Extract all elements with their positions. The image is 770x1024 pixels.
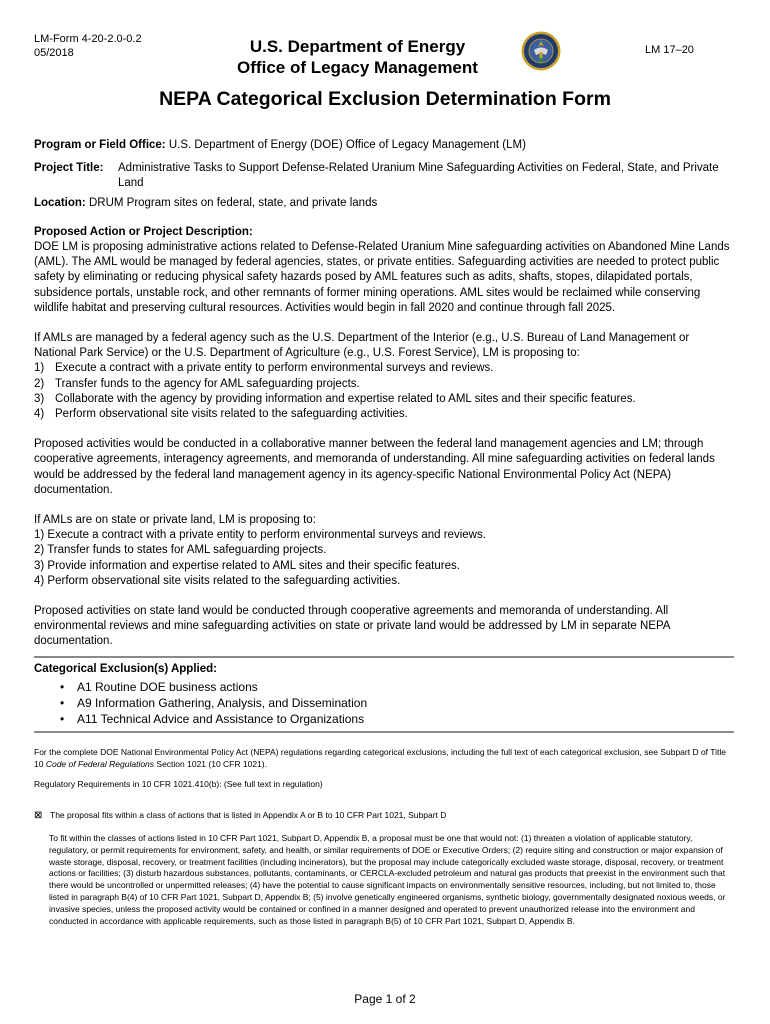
form-identifier [34, 32, 142, 60]
federal-actions-list [34, 361, 734, 422]
list-item: 1) Execute a contract with a private entity to perform environmental surveys and reviews. [34, 362, 494, 375]
checked-box-icon[interactable]: ⊠ [34, 810, 43, 822]
location-value: DRUM Program sites on federal, state, and private lands [88, 196, 378, 209]
description-heading: Proposed Action or Project Description: [34, 225, 253, 238]
list-item: 1) Execute a contract with a private entity to perform environmental surveys and reviews. [34, 529, 486, 542]
agency-name: U.S. Department of Energy [249, 37, 466, 56]
list-item: 3) Provide information and expertise related to AML sites and their specific features. [34, 559, 460, 572]
list-item: 2) Transfer funds to the agency for AML safeguarding projects. [34, 377, 360, 390]
regulations-note: For the complete DOE National Environmental Policy Act (NEPA) regulations regarding categorical exclusions, including the full text of each categorical exclusion, see Subpart D of Title 10 Code of Federal Regulations Section 1021 (10 CFR 1021). [34, 746, 726, 769]
exclusions-list [60, 679, 734, 727]
exclusions-heading: Categorical Exclusion(s) Applied: [34, 662, 217, 675]
form-id-code: LM-Form 4-20-2.0-0.2 [34, 33, 142, 45]
list-item: • A11 Technical Advice and Assistance to Organizations [60, 711, 365, 726]
regulatory-requirements: Regulatory Requirements in 10 CFR 1021.410(b): (See full text in regulation) [34, 779, 323, 790]
list-item: 4) Perform observational site visits related to the safeguarding activities. [34, 408, 408, 421]
location-label: Location: [34, 196, 86, 209]
state-land-paragraph: Proposed activities on state land would be conducted through cooperative agreements and memoranda of understanding. All environmental reviews and mine safeguarding activities on state or private land would be addressed by LM in separate NEPA documentation. [34, 605, 670, 648]
office-name: Office of Legacy Management [237, 58, 478, 77]
list-item: • A9 Information Gathering, Analysis, and Dissemination [60, 695, 368, 710]
form-date: 05/2018 [34, 47, 74, 59]
list-item: 2) Transfer funds to states for AML safeguarding projects. [34, 544, 327, 557]
checkbox-label: The proposal fits within a class of actions that is listed in Appendix A or B to 10 CFR Part 1021, Subpart D [50, 810, 447, 821]
appendix-criteria-text: To fit within the classes of actions listed in 10 CFR Part 1021, Subpart D, Appendix B, a proposal must be one that would not: (1) threaten a violation of applicable statutory, regulatory, or permit requirements for environment, safety, and health, or similar requirements of DOE or Executive Orders; (2) require siting and construction or major expansion of waste storage, disposal, recovery, or treatment facilities (including incinerators), but the proposal may include categorically excluded waste storage, disposal, recovery, or treatment actions or facilities; (3) disturb hazardous substances, pollutants, contaminants, or CERCLA-excluded petroleum and natural gas products that preexist in the environment such that there would be uncontrolled or unpermitted releases; (4) have the potential to cause significant impacts on environmentally sensitive resources, including, but not limited to, those listed in paragraph B(4) of 10 CFR Part 1021, Subpart D, Appendix B; (5) involve genetically engineered organisms, synthetic biology, governmentally designated noxious weeds, or invasive species, unless the proposed activity would be contained or confined in a manner designed and operated to prevent unauthorized release into the environment and conducted in accordance with applicable requirements, such as those listed in paragraph B(5) of 10 CFR Part 1021, Subpart D, Appendix B. [49, 833, 726, 926]
list-item: • A1 Routine DOE business actions [60, 679, 258, 694]
agency-header [225, 36, 490, 78]
section-divider [34, 656, 734, 658]
description-paragraph: DOE LM is proposing administrative actions related to Defense-Related Uranium Mine safeguarding activities on Abandoned Mine Lands (AML). The AML would be managed by federal agencies, states, or private entities. Safeguarding activities are needed to protect public safety by eliminating or reducing physical safety hazards posed by AML features such as adits, shafts, stopes, dilapidated portals, subsidence portals, unstable rock, and other remnants of former mining operations. AML sites would be reclaimed while conserving wildlife habitat and preserving cultural resources. Activities would begin in fall 2020 and continue through fall 2025. [34, 241, 730, 314]
program-row [34, 138, 734, 153]
federal-intro: If AMLs are managed by a federal agency such as the U.S. Department of the Interior (e.g., U.S. Bureau of Land Management or National Park Service) or the U.S. Department of Agriculture (e.g., U.S. Forest Service), LM is proposing to: [34, 332, 690, 360]
appendix-checkbox-row [34, 810, 734, 822]
page-title: NEPA Categorical Exclusion Determination Form [159, 88, 611, 110]
form-number: LM 17–20 [645, 44, 694, 56]
program-label: Program or Field Office: [34, 139, 166, 151]
project-title-label: Project Title: [34, 162, 104, 175]
state-actions-list [34, 528, 734, 589]
program-value: U.S. Department of Energy (DOE) Office of Legacy Management (LM) [168, 139, 526, 151]
list-item: 4) Perform observational site visits related to the safeguarding activities. [34, 574, 401, 587]
form-body [34, 138, 734, 927]
page-number: Page 1 of 2 [354, 992, 416, 1006]
location-row [34, 196, 734, 211]
collaboration-paragraph: Proposed activities would be conducted in a collaborative manner between the federal land management agencies and LM; through cooperative agreements, interagency agreements, and memoranda of understanding. All mine safeguarding activities on federal lands would be addressed by the federal land management agency in its agency-specific National Environmental Policy Act (NEPA) documentation. [34, 438, 715, 496]
section-divider [34, 731, 734, 733]
list-item: 3) Collaborate with the agency by providing information and expertise related to AML sites and their specific features. [34, 392, 636, 405]
project-title-value: Administrative Tasks to Support Defense-Related Uranium Mine Safeguarding Activities on Federal, State, and Private Land [118, 162, 719, 190]
doe-seal-logo [521, 31, 561, 71]
project-title-row [34, 161, 734, 191]
state-intro: If AMLs are on state or private land, LM is proposing to: [34, 514, 316, 527]
